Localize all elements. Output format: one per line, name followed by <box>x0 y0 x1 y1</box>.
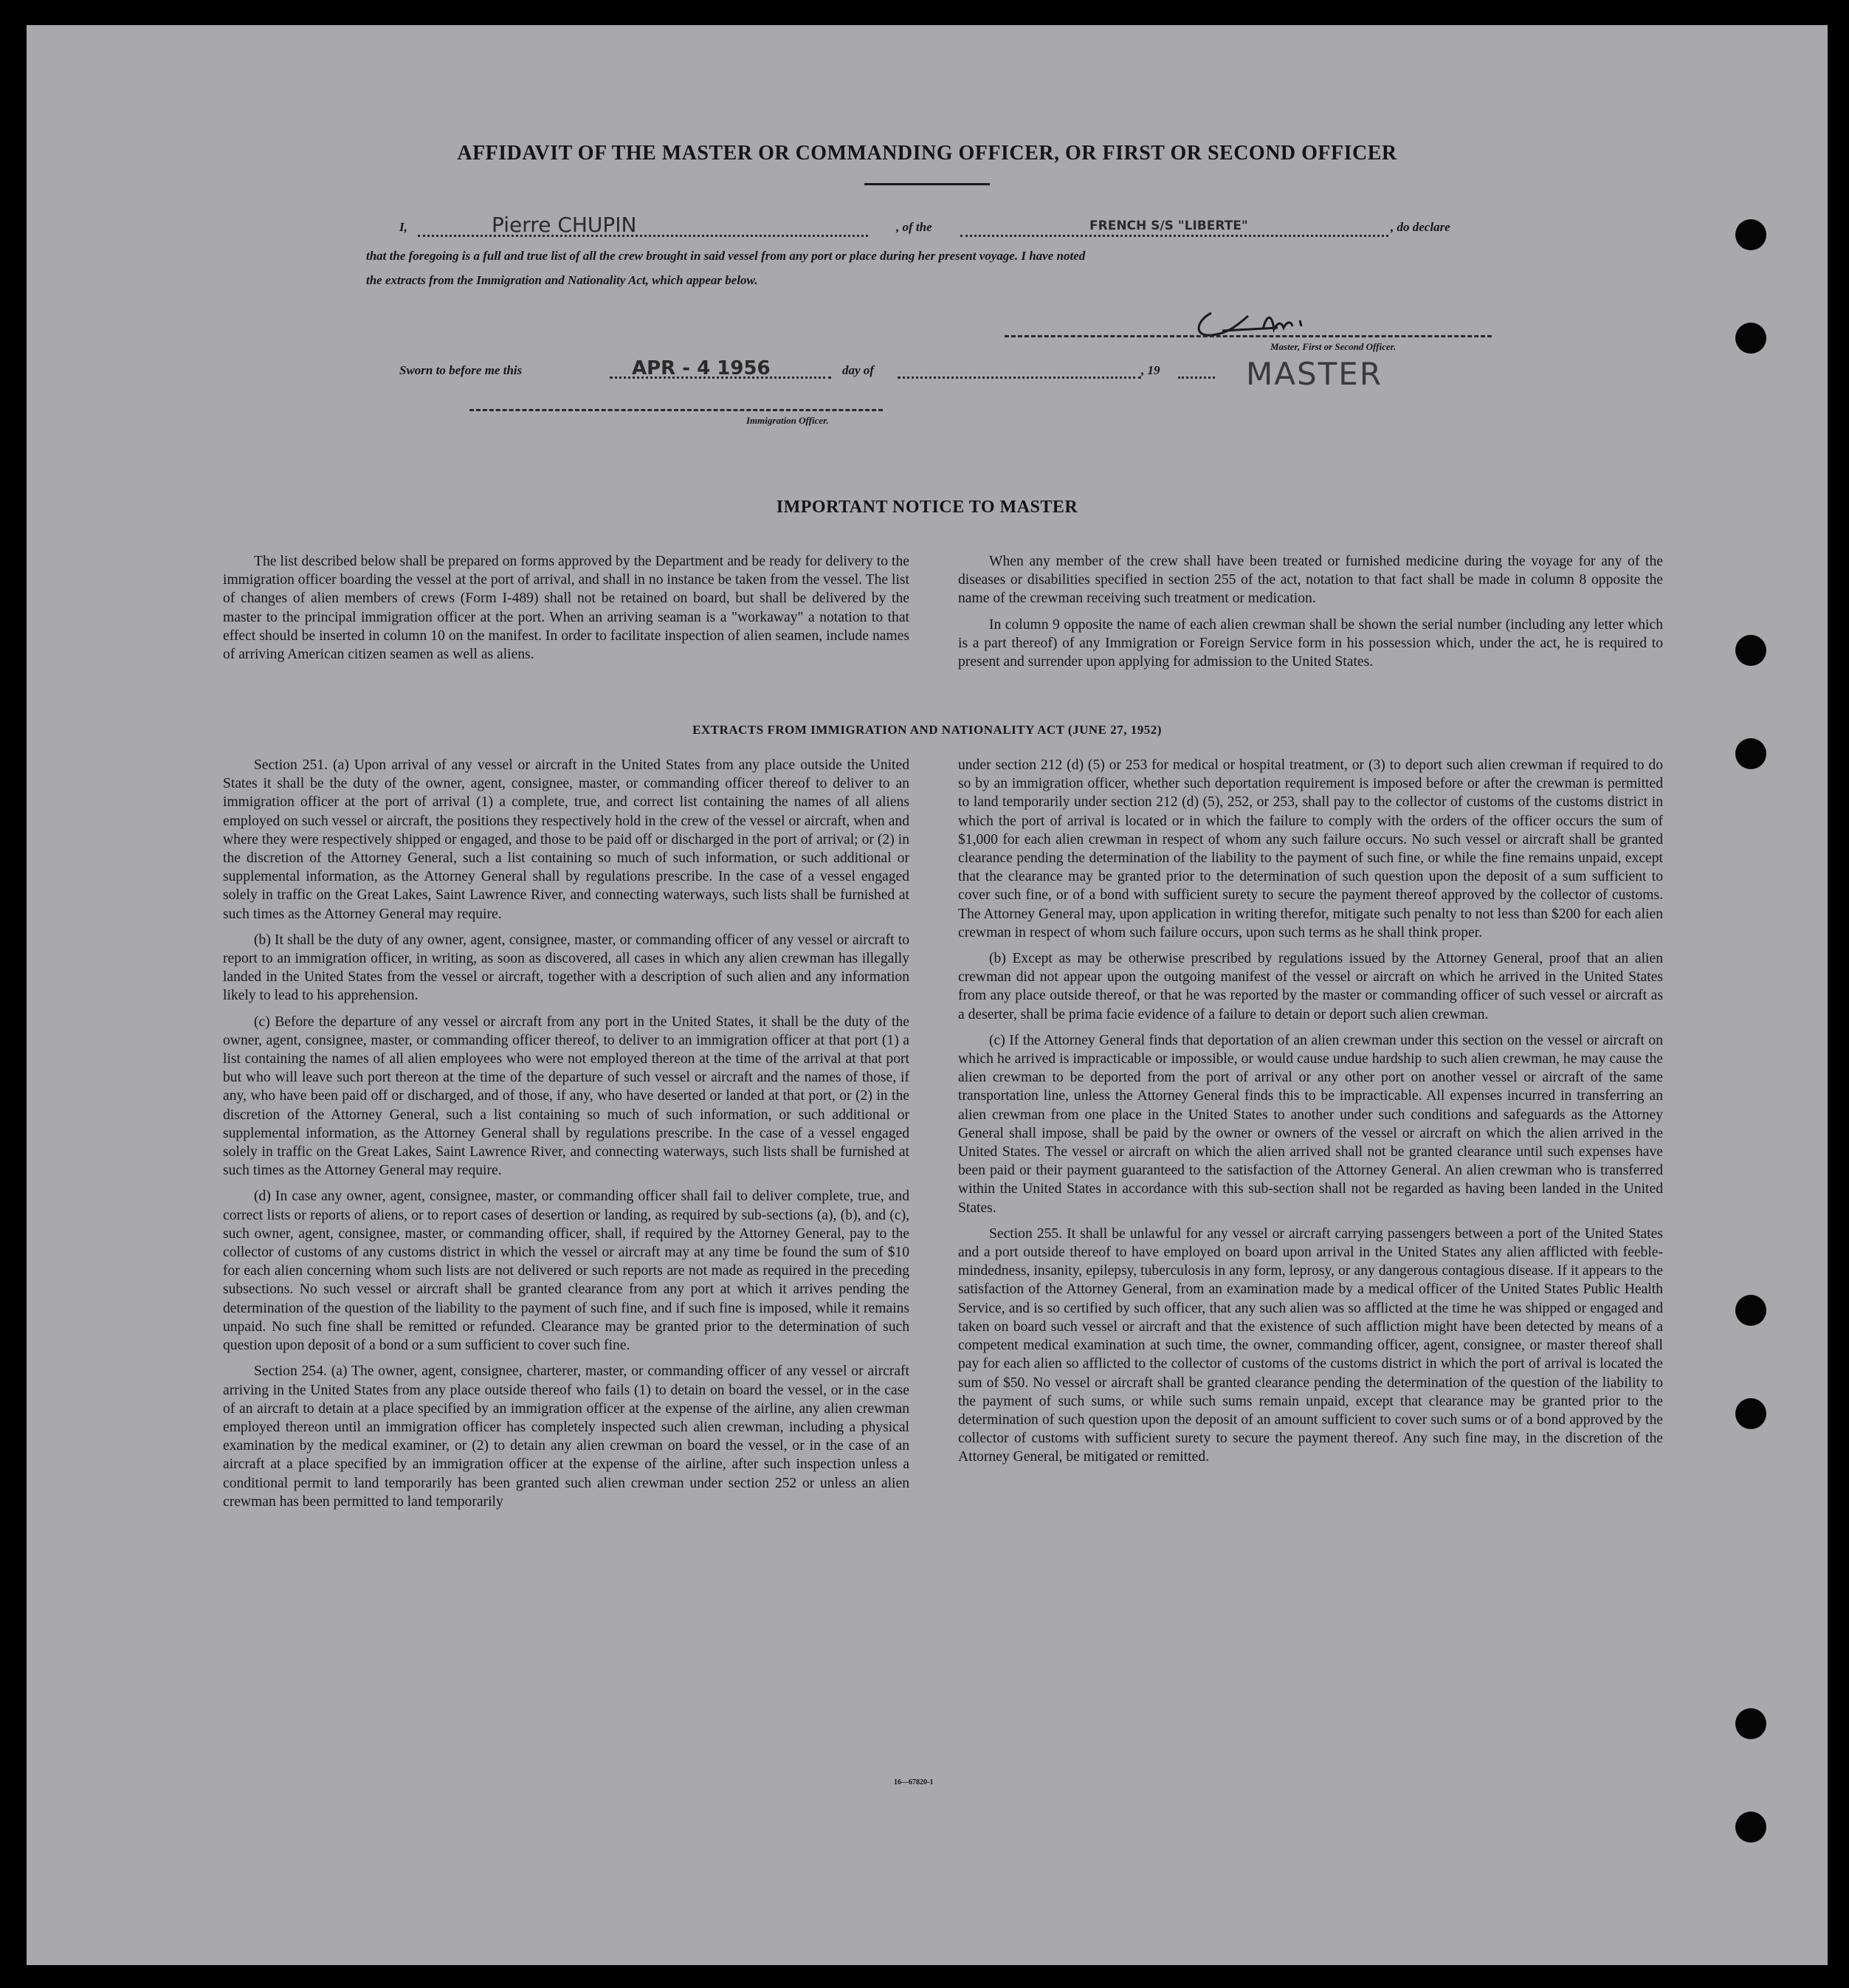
notice-right-text-1: When any member of the crew shall have been treated or furnished medicine during the voyage for any of the diseases or disabilities specified in section 255 of the act, notation to that fact shall be made in column 8 opposite the name of the crewman receiving such treatment or medication. <box>958 554 1663 607</box>
notice-left-text: The list described below shall be prepared on forms approved by the Department and be ready for delivery to the immigration officer boarding the vessel at the port of arrival, and shall in no instance be taken from the vessel. The list of changes of alien members of crews (Form I-489) shall not be retained on board, but shall be delivered by the master to the principal immigration officer at the port. When an arriving seaman is a "workaway" a notation to that effect should be inserted in column 10 on the manifest. In order to facilitate inspection of alien seamen, include names of arriving American citizen seamen as well as aliens. <box>223 554 909 663</box>
punch-hole <box>1735 1295 1766 1326</box>
officer-dotted-line <box>469 409 883 411</box>
heading-rule <box>864 183 990 185</box>
affidavit-pre-name: I, <box>399 220 407 234</box>
year-dotted-line <box>1178 376 1215 379</box>
day-of-label: day of <box>842 363 874 377</box>
vessel-dotted-line <box>960 235 1388 237</box>
notice-right-text-2: In column 9 opposite the name of each alien crewman shall be shown the serial number (including any letter which is a part thereof) of any Immigration or Foreign Service form in his possession which, under the act, he is required to present and surrender upon applying for admission to the United States. <box>958 616 1663 670</box>
punch-hole <box>1735 1398 1766 1429</box>
punch-hole <box>1735 1812 1766 1843</box>
punch-hole <box>1735 1708 1766 1739</box>
notice-left-column <box>223 552 909 671</box>
punch-hole <box>1735 323 1766 354</box>
name-dotted-line <box>418 235 868 237</box>
affidavit-heading: AFFIDAVIT OF THE MASTER OR COMMANDING OFFICER, OR FIRST OR SECOND OFFICER <box>457 142 1397 165</box>
punch-hole <box>1735 738 1766 769</box>
signer-caption: Master, First or Second Officer. <box>1270 341 1397 352</box>
extracts-title: EXTRACTS FROM IMMIGRATION AND NATIONALITY ACT (JUNE 27, 1952) <box>692 723 1162 737</box>
year-prefix: , 19 <box>1141 363 1160 377</box>
notice-title: IMPORTANT NOTICE TO MASTER <box>776 498 1078 517</box>
punch-hole <box>1735 219 1766 250</box>
affidavit-of-the: , of the <box>896 220 932 234</box>
extracts-right-column <box>958 756 1663 1474</box>
extract-paragraph: Section 255. It shall be unlawful for any vessel or aircraft carrying passengers between a port of the United States and a port outside thereof to have employed on board upon arrival in the United States any alien afflicted with feeble-mindedness, insanity, epilepsy, tuberculosis in any form, leprosy, or any dangerous contagious disease. If it appears to the satisfaction of the Attorney General, from an examination made by a medical officer of the United States Public Health Service, and is so certified by such officer, that any such alien was so afflicted at the time he was shipped or engaged and taken on board such vessel or aircraft and that the existence of such affliction might have been detected by means of a competent medical examination at such time, the owner, commanding officer, agent, consignee, or master thereof shall pay for each alien so afflicted to the collector of customs of the customs district in which the port of arrival is located the sum of $50. No vessel or aircraft shall be granted clearance pending the determination of the question of the liability to the payment of such sums, or while such sums remain unpaid, except that clearance may be granted prior to the determination of such question upon the deposit of an amount sufficient to cover such sums or of a bond approved by the collector of customs with sufficient surety to secure the payment thereof. Any such fine may, in the discretion of the Attorney General, be mitigated or remitted. <box>958 1225 1663 1465</box>
extracts-left-column <box>223 756 909 1518</box>
officer-caption: Immigration Officer. <box>746 415 829 426</box>
extract-paragraph: (b) Except as may be otherwise prescribed by regulations issued by the Attorney General, proof that an alien crewman did not appear upon the outgoing manifest of the vessel or aircraft on which he arrived in the United States from any place outside thereof, or that he was reported by the master or commanding officer of such vessel or aircraft as a deserter, shall be prima facie evidence of a failure to detain or deport such alien crewman. <box>958 951 1663 1022</box>
master-stamp: MASTER <box>1246 356 1383 392</box>
vessel-name: FRENCH S/S "LIBERTE" <box>1089 219 1248 233</box>
master-name: Pierre CHUPIN <box>492 213 637 237</box>
extract-paragraph: (d) In case any owner, agent, consignee, master, or commanding officer shall fail to deliver complete, true, and correct lists or reports of aliens, or to report cases of desertion or landing, as required by sub-sections (a), (b), and (c), such owner, agent, consignee, master, or commanding officer, shall, if required by the Attorney General, pay to the collector of customs of any customs district in which the vessel or aircraft may at any time be found the sum of $10 for each alien concerning whom such lists are not delivered or such reports are not made as required in the preceding subsections. No such vessel or aircraft shall be granted clearance from any port at which it arrives pending the determination of the question of the liability to the payment of such fine, and if such fine is imposed, while it remains unpaid. No such fine shall be remitted or refunded. Clearance may be granted prior to the determination of such question upon deposit of a bond or a sum sufficient to cover such fine. <box>223 1189 909 1354</box>
notice-right-column <box>958 552 1663 678</box>
document-page <box>27 25 1828 1965</box>
month-dotted-line <box>898 376 1141 379</box>
extract-paragraph: (b) It shall be the duty of any owner, agent, consignee, master, or commanding officer of any vessel or aircraft to report to an immigration officer, in writing, as soon as discovered, all cases in which any alien crewman has illegally landed in the United States from the vessel or aircraft, together with a description of such alien and any information likely to lead to his apprehension. <box>223 932 909 1004</box>
extract-paragraph: Section 251. (a) Upon arrival of any vessel or aircraft in the United States from any place outside the United States it shall be the duty of the owner, agent, consignee, master, or commanding officer thereof to deliver to an immigration officer at the port of arrival (1) a complete, true, and correct list containing the names of all aliens employed on such vessel or aircraft, the positions they respectively hold in the crew of the vessel or aircraft, when and where they were respectively shipped or engaged, and those to be paid off or discharged in the port of arrival; or (2) in the discretion of the Attorney General, such a list containing so much of such information, or such additional or supplemental information, as the Attorney General shall by regulations prescribe. In the case of a vessel engaged solely in traffic on the Great Lakes, Saint Lawrence River, and connecting waterways, such lists shall be furnished at such times as the Attorney General may require. <box>223 757 909 922</box>
affidavit-statement-cont: the extracts from the Immigration and Nationality Act, which appear below. <box>366 273 758 287</box>
extract-paragraph: (c) If the Attorney General finds that deportation of an alien crewman under this section on the vessel or aircraft on which he arrived is impracticable or impossible, or would cause undue hardship to such alien crewman, he may cause the alien crewman to be deported from the port of arrival or any other port on another vessel or aircraft of the same transportation line, unless the Attorney General finds this to be impracticable. All expenses incurred in transferring an alien crewman from one place in the United States to another under such conditions and safeguards as the Attorney General shall impose, shall be paid by the owner or owners of the vessel or aircraft on which the alien arrived in the United States. The vessel or aircraft on which the alien arrived shall not be granted clearance until such expenses have been paid or their payment guaranteed to the satisfaction of the Attorney General. An alien crewman who is transferred within the United States in accordance with this sub-section shall not be regarded as having been landed in the United States. <box>958 1032 1663 1216</box>
sworn-label: Sworn to before me this <box>399 363 523 377</box>
form-code: 16—67820-1 <box>894 1778 934 1786</box>
sworn-date-stamp: APR - 4 1956 <box>632 357 771 379</box>
affidavit-do-declare: , do declare <box>1391 220 1450 234</box>
affidavit-statement: that the foregoing is a full and true list of all the crew brought in said vessel from any port or place during her present voyage. I have noted <box>366 249 1086 263</box>
extract-paragraph: Section 254. (a) The owner, agent, consignee, charterer, master, or commanding officer of any vessel or aircraft arriving in the United States from any place outside thereof who fails (1) to detain on board the vessel, or in the case of an aircraft to detain at a place specified by an immigration officer at the expense of the airline, any alien crewman employed thereon until an immigration officer has completely inspected such alien crewman, including a physical examination by the medical examiner, or (2) to detain any alien crewman on board the vessel, or in the case of an aircraft at a place specified by an immigration officer at the expense of the airline, after such inspection unless a conditional permit to land temporarily has been granted such alien crewman under section 252 or unless an alien crewman has been permitted to land temporarily <box>223 1363 909 1510</box>
extract-paragraph: (c) Before the departure of any vessel or aircraft from any port in the United States, it shall be the duty of the owner, agent, consignee, master, or commanding officer thereof, to deliver to an immigration officer at that port (1) a list containing the names of all alien employees who were not employed thereon at the time of the arrival at that port but who will leave such port thereon at the time of the departure of such vessel or aircraft and the names of those, if any, who have been paid off or discharged, and of those, if any, who have deserted or landed at that port, or (2) in the discretion of the Attorney General, such a list containing so much of such information, or such additional or supplemental information, as the Attorney General shall by regulations prescribe. In the case of a vessel engaged solely in traffic on the Great Lakes, Saint Lawrence River, and connecting waterways, such lists shall be furnished at such times as the Attorney General may require. <box>223 1014 909 1179</box>
signature-dotted-line <box>1005 335 1492 337</box>
punch-hole <box>1735 635 1766 666</box>
extract-paragraph: under section 212 (d) (5) or 253 for medical or hospital treatment, or (3) to deport such alien crewman if required to do so by an immigration officer, whether such deportation requirement is imposed before or after the crewman is permitted to land temporarily under section 212 (d) (5), 252, or 253, shall pay to the collector of customs of the customs district in which the port of arrival is located or in which the failure to comply with the orders of the officer occurs the sum of $1,000 for each alien crewman in respect of whom any such failure occurs. No such vessel or aircraft shall be granted clearance pending the determination of the liability to the payment of such fine, or while the fine remains unpaid, except that the clearance may be granted prior to the determination of such question upon the deposit of a sum sufficient to cover such fine, or of a bond with sufficient surety to secure the payment thereof approved by the collector of customs. The Attorney General may, upon application in writing therefor, mitigate such penalty to not less than $200 for each alien crewman in respect of whom such failure occurs, upon such terms as he shall think proper. <box>958 757 1663 940</box>
